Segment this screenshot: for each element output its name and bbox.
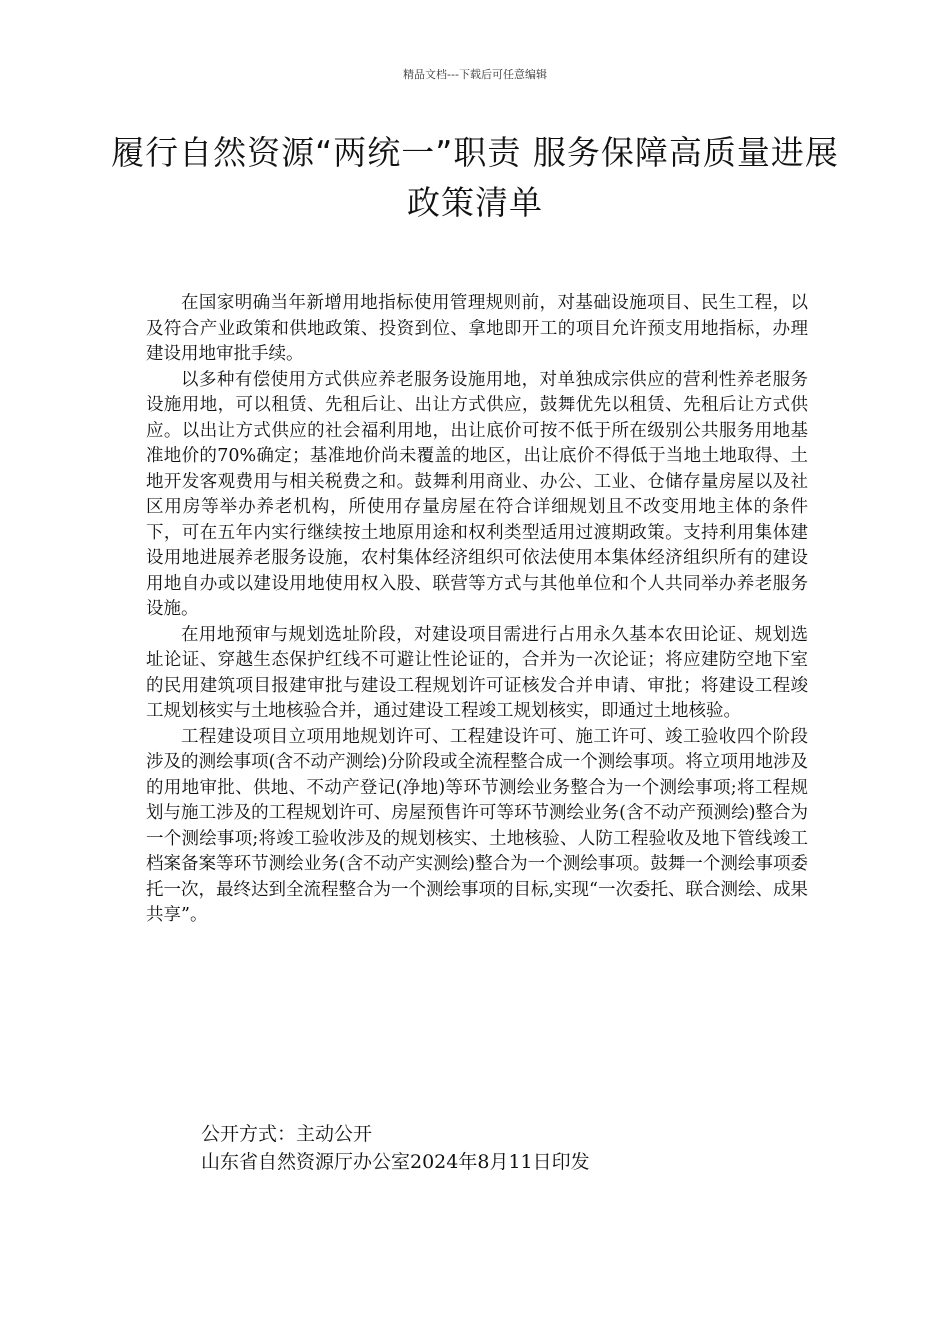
document-title: 履行自然资源“两统一”职责 服务保障高质量进展政策清单 [111, 133, 839, 222]
document-body [146, 291, 808, 929]
document-footer [201, 1120, 821, 1176]
paragraph-land-quota: 在国家明确当年新增用地指标使用管理规则前，对基础设施项目、民生工程，以及符合产业政策和供地政策、投资到位、拿地即开工的项目允许预支用地指标，办理建设用地审批手续。 [146, 293, 808, 364]
paragraph-surveying: 工程建设项目立项用地规划许可、工程建设许可、施工许可、竣工验收四个阶段涉及的测绘事项(含不动产测绘)分阶段或全流程整合成一个测绘事项。将立项用地涉及的用地审批、供地、不动产登记(净地)等环节测绘业务整合为一个测绘事项;将工程规划与施工涉及的工程规划许可、房屋预售许可等环节测绘业务(含不动产预测绘)整合为一个测绘事项;将竣工验收涉及的规划核实、土地核验、人防工程验收及地下管线竣工档案备案等环节测绘业务(含不动产实测绘)整合为一个测绘事项。鼓舞一个测绘事项委托一次，最终达到全流程整合为一个测绘事项的目标,实现“一次委托、联合测绘、成果共享”。 [146, 726, 809, 925]
paragraph-site-selection: 在用地预审与规划选址阶段，对建设项目需进行占用永久基本农田论证、规划选址论证、穿越生态保护红线不可避让性论证的，合并为一次论证；将应建防空地下室的民用建筑项目报建审批与建设工程规划许可证核发合并申请、审批；将建设工程竣工规划核实与土地核验合并，通过建设工程竣工规划核实，即通过土地核验。 [146, 624, 808, 721]
disclosure-line: 公开方式：主动公开 [201, 1123, 373, 1145]
header-note: 精品文档---下载后可任意编辑 [403, 68, 547, 81]
paragraph-elderly-care-land: 以多种有偿使用方式供应养老服务设施用地，对单独成宗供应的营利性养老服务设施用地，可以租赁、先租后让、出让方式供应，鼓舞优先以租赁、先租后让方式供应。以出让方式供应的社会福利用地，出让底价可按不低于所在级别公共服务用地基准地价的70%确定；基准地价尚未覆盖的地区，出让底价不得低于当地土地取得、土地开发客观费用与相关税费之和。鼓舞利用商业、办公、工业、仓储存量房屋以及社区用房等举办养老机构，所使用存量房屋在符合详细规划且不改变用地主体的条件下，可在五年内实行继续按土地原用途和权利类型适用过渡期政策。支持利用集体建设用地进展养老服务设施，农村集体经济组织可依法使用本集体经济组织所有的建设用地自办或以建设用地使用权入股、联营等方式与其他单位和个人共同举办养老服务设施。 [146, 369, 808, 619]
issuer-line: 山东省自然资源厅办公室2024年8月11日印发 [201, 1151, 590, 1173]
